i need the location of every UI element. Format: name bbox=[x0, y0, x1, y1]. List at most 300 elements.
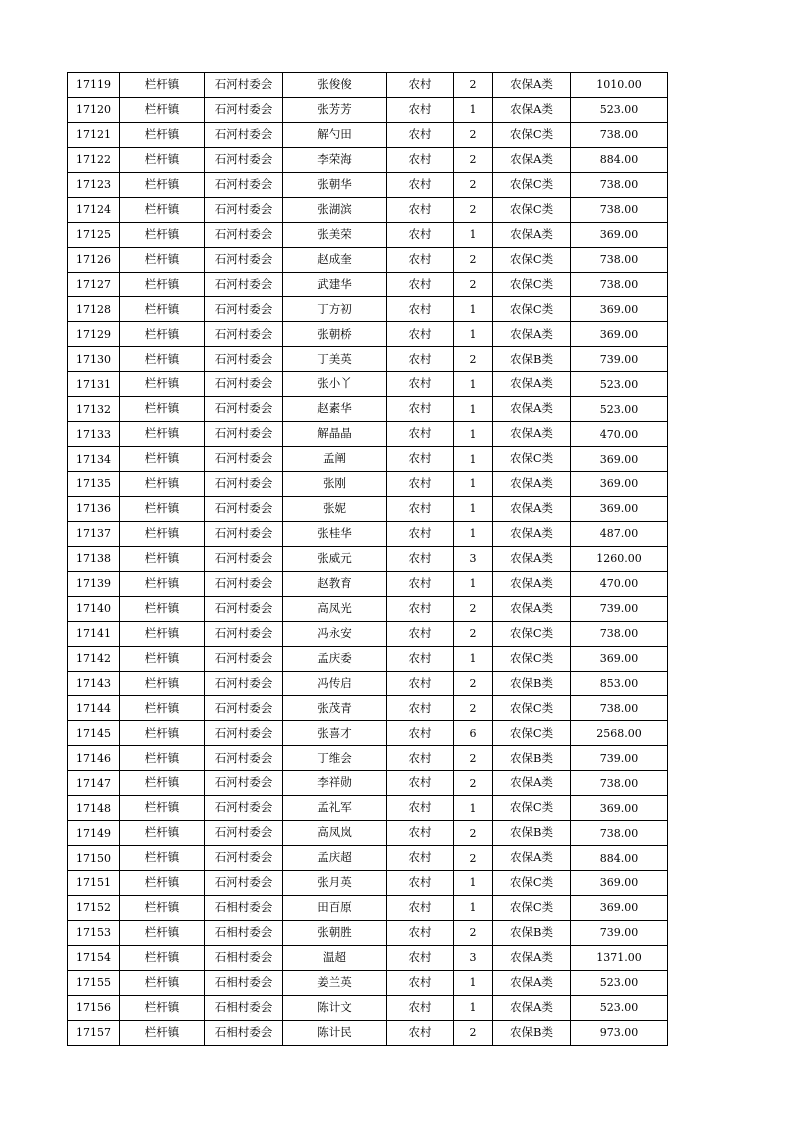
person-count-cell: 1 bbox=[454, 447, 493, 472]
amount-cell: 523.00 bbox=[571, 372, 668, 397]
amount-cell: 739.00 bbox=[571, 347, 668, 372]
serial-number-cell: 17127 bbox=[68, 272, 120, 297]
table-row bbox=[68, 1020, 668, 1045]
person-count-cell: 3 bbox=[454, 546, 493, 571]
amount-cell: 739.00 bbox=[571, 596, 668, 621]
village-committee-cell: 石相村委会 bbox=[205, 970, 283, 995]
amount-cell: 738.00 bbox=[571, 621, 668, 646]
town-cell: 栏杆镇 bbox=[120, 122, 205, 147]
category-cell: 农保C类 bbox=[493, 895, 571, 920]
table-row bbox=[68, 895, 668, 920]
table-row bbox=[68, 771, 668, 796]
table-row bbox=[68, 122, 668, 147]
household-type-cell: 农村 bbox=[387, 347, 454, 372]
person-count-cell: 1 bbox=[454, 397, 493, 422]
category-cell: 农保A类 bbox=[493, 521, 571, 546]
amount-cell: 738.00 bbox=[571, 197, 668, 222]
category-cell: 农保C类 bbox=[493, 796, 571, 821]
category-cell: 农保B类 bbox=[493, 821, 571, 846]
category-cell: 农保B类 bbox=[493, 347, 571, 372]
table-row bbox=[68, 646, 668, 671]
name-cell: 陈计民 bbox=[283, 1020, 387, 1045]
town-cell: 栏杆镇 bbox=[120, 272, 205, 297]
person-count-cell: 2 bbox=[454, 696, 493, 721]
village-committee-cell: 石河村委会 bbox=[205, 472, 283, 497]
village-committee-cell: 石河村委会 bbox=[205, 147, 283, 172]
amount-cell: 853.00 bbox=[571, 671, 668, 696]
table-row bbox=[68, 147, 668, 172]
town-cell: 栏杆镇 bbox=[120, 447, 205, 472]
name-cell: 张朝华 bbox=[283, 172, 387, 197]
town-cell: 栏杆镇 bbox=[120, 796, 205, 821]
table-row bbox=[68, 172, 668, 197]
category-cell: 农保C类 bbox=[493, 646, 571, 671]
table-row bbox=[68, 422, 668, 447]
person-count-cell: 2 bbox=[454, 172, 493, 197]
household-type-cell: 农村 bbox=[387, 197, 454, 222]
village-committee-cell: 石河村委会 bbox=[205, 821, 283, 846]
person-count-cell: 2 bbox=[454, 821, 493, 846]
serial-number-cell: 17153 bbox=[68, 920, 120, 945]
village-committee-cell: 石相村委会 bbox=[205, 1020, 283, 1045]
name-cell: 高凤光 bbox=[283, 596, 387, 621]
village-committee-cell: 石河村委会 bbox=[205, 73, 283, 98]
household-type-cell: 农村 bbox=[387, 447, 454, 472]
amount-cell: 369.00 bbox=[571, 222, 668, 247]
category-cell: 农保A类 bbox=[493, 546, 571, 571]
village-committee-cell: 石河村委会 bbox=[205, 771, 283, 796]
serial-number-cell: 17136 bbox=[68, 496, 120, 521]
village-committee-cell: 石河村委会 bbox=[205, 247, 283, 272]
person-count-cell: 2 bbox=[454, 596, 493, 621]
village-committee-cell: 石河村委会 bbox=[205, 197, 283, 222]
amount-cell: 1371.00 bbox=[571, 945, 668, 970]
village-committee-cell: 石河村委会 bbox=[205, 447, 283, 472]
amount-cell: 369.00 bbox=[571, 871, 668, 896]
person-count-cell: 1 bbox=[454, 97, 493, 122]
category-cell: 农保B类 bbox=[493, 671, 571, 696]
table-row bbox=[68, 322, 668, 347]
person-count-cell: 1 bbox=[454, 521, 493, 546]
town-cell: 栏杆镇 bbox=[120, 322, 205, 347]
name-cell: 武建华 bbox=[283, 272, 387, 297]
village-committee-cell: 石河村委会 bbox=[205, 372, 283, 397]
person-count-cell: 3 bbox=[454, 945, 493, 970]
town-cell: 栏杆镇 bbox=[120, 472, 205, 497]
household-type-cell: 农村 bbox=[387, 696, 454, 721]
village-committee-cell: 石河村委会 bbox=[205, 546, 283, 571]
household-type-cell: 农村 bbox=[387, 746, 454, 771]
table-row bbox=[68, 796, 668, 821]
town-cell: 栏杆镇 bbox=[120, 920, 205, 945]
serial-number-cell: 17148 bbox=[68, 796, 120, 821]
village-committee-cell: 石相村委会 bbox=[205, 920, 283, 945]
amount-cell: 369.00 bbox=[571, 472, 668, 497]
serial-number-cell: 17141 bbox=[68, 621, 120, 646]
table-row bbox=[68, 945, 668, 970]
amount-cell: 739.00 bbox=[571, 746, 668, 771]
household-type-cell: 农村 bbox=[387, 546, 454, 571]
name-cell: 张刚 bbox=[283, 472, 387, 497]
serial-number-cell: 17154 bbox=[68, 945, 120, 970]
name-cell: 田百原 bbox=[283, 895, 387, 920]
village-committee-cell: 石相村委会 bbox=[205, 895, 283, 920]
town-cell: 栏杆镇 bbox=[120, 372, 205, 397]
person-count-cell: 1 bbox=[454, 871, 493, 896]
household-type-cell: 农村 bbox=[387, 73, 454, 98]
amount-cell: 2568.00 bbox=[571, 721, 668, 746]
amount-cell: 973.00 bbox=[571, 1020, 668, 1045]
household-type-cell: 农村 bbox=[387, 97, 454, 122]
town-cell: 栏杆镇 bbox=[120, 846, 205, 871]
person-count-cell: 2 bbox=[454, 771, 493, 796]
serial-number-cell: 17147 bbox=[68, 771, 120, 796]
name-cell: 张湖滨 bbox=[283, 197, 387, 222]
amount-cell: 884.00 bbox=[571, 846, 668, 871]
serial-number-cell: 17139 bbox=[68, 571, 120, 596]
person-count-cell: 2 bbox=[454, 347, 493, 372]
serial-number-cell: 17133 bbox=[68, 422, 120, 447]
table-row bbox=[68, 596, 668, 621]
category-cell: 农保A类 bbox=[493, 397, 571, 422]
household-type-cell: 农村 bbox=[387, 472, 454, 497]
table-row bbox=[68, 995, 668, 1020]
town-cell: 栏杆镇 bbox=[120, 970, 205, 995]
table-row bbox=[68, 73, 668, 98]
village-committee-cell: 石河村委会 bbox=[205, 696, 283, 721]
household-type-cell: 农村 bbox=[387, 621, 454, 646]
category-cell: 农保A类 bbox=[493, 472, 571, 497]
name-cell: 张喜才 bbox=[283, 721, 387, 746]
household-type-cell: 农村 bbox=[387, 272, 454, 297]
town-cell: 栏杆镇 bbox=[120, 521, 205, 546]
household-type-cell: 农村 bbox=[387, 920, 454, 945]
town-cell: 栏杆镇 bbox=[120, 222, 205, 247]
household-type-cell: 农村 bbox=[387, 945, 454, 970]
name-cell: 张威元 bbox=[283, 546, 387, 571]
category-cell: 农保A类 bbox=[493, 970, 571, 995]
category-cell: 农保A类 bbox=[493, 496, 571, 521]
village-committee-cell: 石河村委会 bbox=[205, 122, 283, 147]
table-row bbox=[68, 521, 668, 546]
category-cell: 农保A类 bbox=[493, 372, 571, 397]
name-cell: 丁美英 bbox=[283, 347, 387, 372]
serial-number-cell: 17144 bbox=[68, 696, 120, 721]
serial-number-cell: 17129 bbox=[68, 322, 120, 347]
town-cell: 栏杆镇 bbox=[120, 646, 205, 671]
household-type-cell: 农村 bbox=[387, 970, 454, 995]
table-row bbox=[68, 222, 668, 247]
category-cell: 农保C类 bbox=[493, 447, 571, 472]
town-cell: 栏杆镇 bbox=[120, 73, 205, 98]
town-cell: 栏杆镇 bbox=[120, 746, 205, 771]
amount-cell: 487.00 bbox=[571, 521, 668, 546]
town-cell: 栏杆镇 bbox=[120, 546, 205, 571]
name-cell: 李荣海 bbox=[283, 147, 387, 172]
category-cell: 农保A类 bbox=[493, 596, 571, 621]
amount-cell: 369.00 bbox=[571, 796, 668, 821]
person-count-cell: 2 bbox=[454, 746, 493, 771]
serial-number-cell: 17125 bbox=[68, 222, 120, 247]
category-cell: 农保A类 bbox=[493, 995, 571, 1020]
table-row bbox=[68, 671, 668, 696]
village-committee-cell: 石河村委会 bbox=[205, 272, 283, 297]
amount-cell: 523.00 bbox=[571, 970, 668, 995]
name-cell: 张俊俊 bbox=[283, 73, 387, 98]
serial-number-cell: 17131 bbox=[68, 372, 120, 397]
category-cell: 农保A类 bbox=[493, 322, 571, 347]
amount-cell: 1260.00 bbox=[571, 546, 668, 571]
category-cell: 农保A类 bbox=[493, 771, 571, 796]
person-count-cell: 2 bbox=[454, 147, 493, 172]
household-type-cell: 农村 bbox=[387, 397, 454, 422]
amount-cell: 1010.00 bbox=[571, 73, 668, 98]
serial-number-cell: 17126 bbox=[68, 247, 120, 272]
serial-number-cell: 17145 bbox=[68, 721, 120, 746]
amount-cell: 738.00 bbox=[571, 821, 668, 846]
household-type-cell: 农村 bbox=[387, 247, 454, 272]
category-cell: 农保A类 bbox=[493, 97, 571, 122]
town-cell: 栏杆镇 bbox=[120, 995, 205, 1020]
category-cell: 农保A类 bbox=[493, 73, 571, 98]
town-cell: 栏杆镇 bbox=[120, 1020, 205, 1045]
amount-cell: 369.00 bbox=[571, 646, 668, 671]
village-committee-cell: 石相村委会 bbox=[205, 945, 283, 970]
town-cell: 栏杆镇 bbox=[120, 297, 205, 322]
village-committee-cell: 石河村委会 bbox=[205, 297, 283, 322]
village-committee-cell: 石河村委会 bbox=[205, 97, 283, 122]
serial-number-cell: 17123 bbox=[68, 172, 120, 197]
table-row bbox=[68, 571, 668, 596]
name-cell: 陈计文 bbox=[283, 995, 387, 1020]
village-committee-cell: 石河村委会 bbox=[205, 496, 283, 521]
village-committee-cell: 石河村委会 bbox=[205, 322, 283, 347]
serial-number-cell: 17150 bbox=[68, 846, 120, 871]
table-row bbox=[68, 272, 668, 297]
serial-number-cell: 17132 bbox=[68, 397, 120, 422]
category-cell: 农保A类 bbox=[493, 945, 571, 970]
town-cell: 栏杆镇 bbox=[120, 871, 205, 896]
serial-number-cell: 17155 bbox=[68, 970, 120, 995]
village-committee-cell: 石河村委会 bbox=[205, 746, 283, 771]
person-count-cell: 1 bbox=[454, 646, 493, 671]
name-cell: 姜兰英 bbox=[283, 970, 387, 995]
village-committee-cell: 石河村委会 bbox=[205, 172, 283, 197]
person-count-cell: 1 bbox=[454, 297, 493, 322]
person-count-cell: 1 bbox=[454, 222, 493, 247]
category-cell: 农保B类 bbox=[493, 1020, 571, 1045]
person-count-cell: 1 bbox=[454, 422, 493, 447]
serial-number-cell: 17130 bbox=[68, 347, 120, 372]
village-committee-cell: 石河村委会 bbox=[205, 671, 283, 696]
table-body bbox=[68, 73, 668, 1046]
person-count-cell: 2 bbox=[454, 122, 493, 147]
table-row bbox=[68, 397, 668, 422]
town-cell: 栏杆镇 bbox=[120, 247, 205, 272]
name-cell: 丁方初 bbox=[283, 297, 387, 322]
name-cell: 高凤岚 bbox=[283, 821, 387, 846]
household-type-cell: 农村 bbox=[387, 646, 454, 671]
town-cell: 栏杆镇 bbox=[120, 771, 205, 796]
household-type-cell: 农村 bbox=[387, 147, 454, 172]
town-cell: 栏杆镇 bbox=[120, 696, 205, 721]
table-row bbox=[68, 621, 668, 646]
name-cell: 冯永安 bbox=[283, 621, 387, 646]
category-cell: 农保C类 bbox=[493, 247, 571, 272]
table-row bbox=[68, 447, 668, 472]
name-cell: 赵素华 bbox=[283, 397, 387, 422]
village-committee-cell: 石河村委会 bbox=[205, 571, 283, 596]
village-committee-cell: 石河村委会 bbox=[205, 871, 283, 896]
category-cell: 农保A类 bbox=[493, 422, 571, 447]
amount-cell: 523.00 bbox=[571, 97, 668, 122]
name-cell: 孟庆委 bbox=[283, 646, 387, 671]
household-type-cell: 农村 bbox=[387, 521, 454, 546]
village-committee-cell: 石河村委会 bbox=[205, 646, 283, 671]
category-cell: 农保A类 bbox=[493, 222, 571, 247]
table-row bbox=[68, 696, 668, 721]
household-type-cell: 农村 bbox=[387, 297, 454, 322]
household-type-cell: 农村 bbox=[387, 422, 454, 447]
person-count-cell: 1 bbox=[454, 322, 493, 347]
table-row bbox=[68, 871, 668, 896]
town-cell: 栏杆镇 bbox=[120, 596, 205, 621]
household-type-cell: 农村 bbox=[387, 895, 454, 920]
serial-number-cell: 17142 bbox=[68, 646, 120, 671]
village-committee-cell: 石河村委会 bbox=[205, 422, 283, 447]
amount-cell: 884.00 bbox=[571, 147, 668, 172]
household-type-cell: 农村 bbox=[387, 995, 454, 1020]
household-type-cell: 农村 bbox=[387, 571, 454, 596]
category-cell: 农保C类 bbox=[493, 272, 571, 297]
category-cell: 农保C类 bbox=[493, 197, 571, 222]
town-cell: 栏杆镇 bbox=[120, 571, 205, 596]
amount-cell: 738.00 bbox=[571, 272, 668, 297]
serial-number-cell: 17124 bbox=[68, 197, 120, 222]
amount-cell: 369.00 bbox=[571, 496, 668, 521]
serial-number-cell: 17157 bbox=[68, 1020, 120, 1045]
amount-cell: 523.00 bbox=[571, 397, 668, 422]
village-committee-cell: 石河村委会 bbox=[205, 796, 283, 821]
amount-cell: 369.00 bbox=[571, 297, 668, 322]
town-cell: 栏杆镇 bbox=[120, 422, 205, 447]
amount-cell: 738.00 bbox=[571, 122, 668, 147]
person-count-cell: 2 bbox=[454, 272, 493, 297]
serial-number-cell: 17135 bbox=[68, 472, 120, 497]
person-count-cell: 2 bbox=[454, 197, 493, 222]
table-row bbox=[68, 197, 668, 222]
serial-number-cell: 17140 bbox=[68, 596, 120, 621]
village-committee-cell: 石河村委会 bbox=[205, 222, 283, 247]
household-type-cell: 农村 bbox=[387, 871, 454, 896]
village-committee-cell: 石河村委会 bbox=[205, 521, 283, 546]
household-type-cell: 农村 bbox=[387, 721, 454, 746]
name-cell: 冯传启 bbox=[283, 671, 387, 696]
name-cell: 张朝桥 bbox=[283, 322, 387, 347]
category-cell: 农保C类 bbox=[493, 122, 571, 147]
table-row bbox=[68, 372, 668, 397]
serial-number-cell: 17134 bbox=[68, 447, 120, 472]
name-cell: 孟礼军 bbox=[283, 796, 387, 821]
person-count-cell: 1 bbox=[454, 796, 493, 821]
village-committee-cell: 石河村委会 bbox=[205, 721, 283, 746]
person-count-cell: 1 bbox=[454, 496, 493, 521]
category-cell: 农保C类 bbox=[493, 721, 571, 746]
category-cell: 农保A类 bbox=[493, 571, 571, 596]
town-cell: 栏杆镇 bbox=[120, 821, 205, 846]
person-count-cell: 2 bbox=[454, 846, 493, 871]
name-cell: 张妮 bbox=[283, 496, 387, 521]
amount-cell: 523.00 bbox=[571, 995, 668, 1020]
household-type-cell: 农村 bbox=[387, 496, 454, 521]
serial-number-cell: 17121 bbox=[68, 122, 120, 147]
person-count-cell: 2 bbox=[454, 671, 493, 696]
town-cell: 栏杆镇 bbox=[120, 147, 205, 172]
amount-cell: 470.00 bbox=[571, 571, 668, 596]
household-type-cell: 农村 bbox=[387, 1020, 454, 1045]
name-cell: 解晶晶 bbox=[283, 422, 387, 447]
serial-number-cell: 17120 bbox=[68, 97, 120, 122]
town-cell: 栏杆镇 bbox=[120, 397, 205, 422]
table-row bbox=[68, 746, 668, 771]
name-cell: 孟庆超 bbox=[283, 846, 387, 871]
name-cell: 温超 bbox=[283, 945, 387, 970]
serial-number-cell: 17122 bbox=[68, 147, 120, 172]
category-cell: 农保C类 bbox=[493, 871, 571, 896]
category-cell: 农保B类 bbox=[493, 920, 571, 945]
serial-number-cell: 17119 bbox=[68, 73, 120, 98]
town-cell: 栏杆镇 bbox=[120, 496, 205, 521]
person-count-cell: 1 bbox=[454, 995, 493, 1020]
table-row bbox=[68, 472, 668, 497]
category-cell: 农保C类 bbox=[493, 621, 571, 646]
amount-cell: 738.00 bbox=[571, 696, 668, 721]
household-type-cell: 农村 bbox=[387, 122, 454, 147]
amount-cell: 369.00 bbox=[571, 895, 668, 920]
name-cell: 张朝胜 bbox=[283, 920, 387, 945]
household-type-cell: 农村 bbox=[387, 372, 454, 397]
name-cell: 张茂青 bbox=[283, 696, 387, 721]
person-count-cell: 2 bbox=[454, 621, 493, 646]
amount-cell: 470.00 bbox=[571, 422, 668, 447]
household-type-cell: 农村 bbox=[387, 771, 454, 796]
name-cell: 张月英 bbox=[283, 871, 387, 896]
category-cell: 农保A类 bbox=[493, 147, 571, 172]
town-cell: 栏杆镇 bbox=[120, 671, 205, 696]
serial-number-cell: 17156 bbox=[68, 995, 120, 1020]
table-row bbox=[68, 347, 668, 372]
village-committee-cell: 石相村委会 bbox=[205, 995, 283, 1020]
table-row bbox=[68, 247, 668, 272]
serial-number-cell: 17138 bbox=[68, 546, 120, 571]
table-row bbox=[68, 970, 668, 995]
person-count-cell: 1 bbox=[454, 895, 493, 920]
category-cell: 农保C类 bbox=[493, 172, 571, 197]
person-count-cell: 1 bbox=[454, 970, 493, 995]
table-row bbox=[68, 721, 668, 746]
village-committee-cell: 石河村委会 bbox=[205, 621, 283, 646]
village-committee-cell: 石河村委会 bbox=[205, 846, 283, 871]
town-cell: 栏杆镇 bbox=[120, 895, 205, 920]
person-count-cell: 1 bbox=[454, 472, 493, 497]
person-count-cell: 2 bbox=[454, 247, 493, 272]
serial-number-cell: 17128 bbox=[68, 297, 120, 322]
amount-cell: 738.00 bbox=[571, 771, 668, 796]
town-cell: 栏杆镇 bbox=[120, 945, 205, 970]
category-cell: 农保C类 bbox=[493, 696, 571, 721]
serial-number-cell: 17143 bbox=[68, 671, 120, 696]
person-count-cell: 1 bbox=[454, 571, 493, 596]
